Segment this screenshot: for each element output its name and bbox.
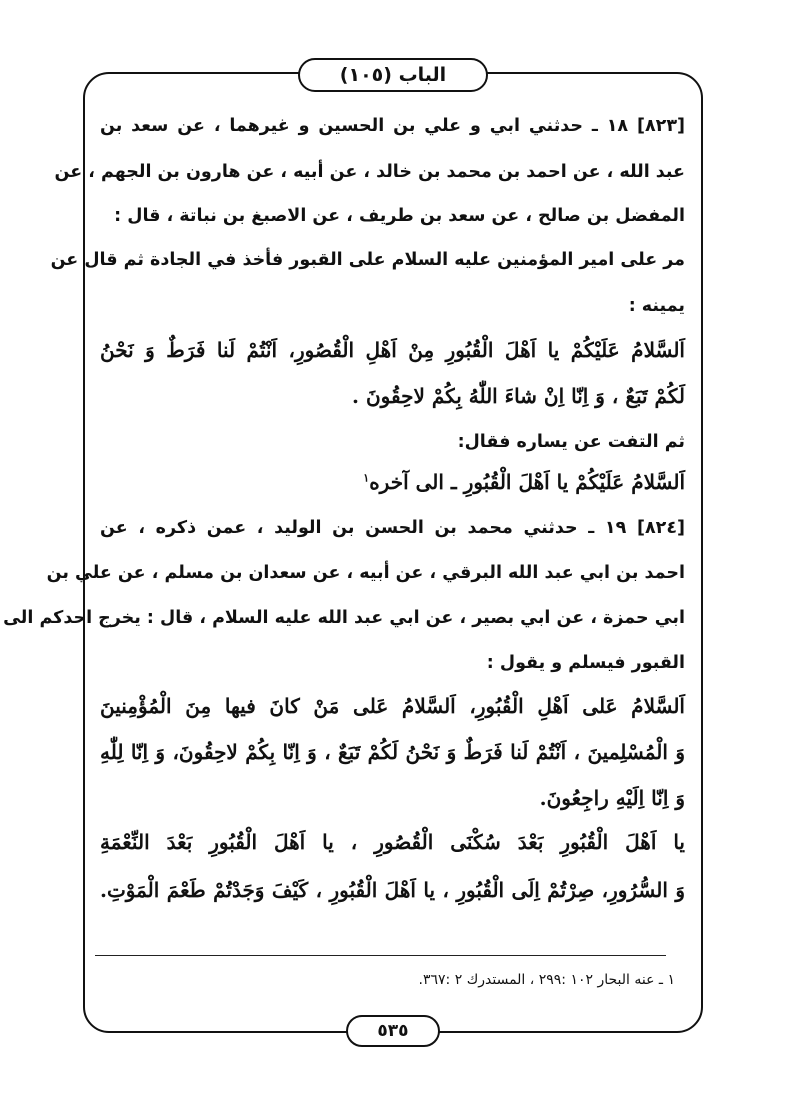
text-line-13: القبور فيسلم و يقول : <box>486 653 685 673</box>
chapter-title: الباب (١٠٥) <box>298 58 488 92</box>
text-line-11: احمد بن ابي عبد الله البرقي ، عن أبيه ، عن سعدان بن مسلم ، عن علي بن <box>46 563 685 583</box>
text-line-2: عبد الله ، عن احمد بن محمد بن خالد ، عن أبيه ، عن هارون بن الجهم ، عن <box>54 162 685 182</box>
text-line-10: [٨٢٤] ١٩ ـ حدثني محمد بن الحسن بن الوليد ، عمن ذكره ، عن <box>100 518 685 538</box>
quote-line-7: يا اَهْلَ الْقُبُورِ بَعْدَ سُكْنَى الْقُصُورِ ، يا اَهْلَ الْقُبُورِ بَعْدَ النِّعْمَةِ <box>100 830 685 854</box>
text-line-3: المفضل بن صالح ، عن سعد بن طريف ، عن الاصبغ بن نباتة ، قال : <box>114 206 685 226</box>
text-line-1: [٨٢٣] ١٨ ـ حدثني ابي و علي بن الحسين و غيرهما ، عن سعد بن <box>100 116 685 136</box>
quote-line-4: اَلسَّلامُ عَلى اَهْلِ الْقُبُورِ، اَلسَّلامُ عَلى مَنْ كانَ فيها مِنَ الْمُؤْمِنينَ <box>100 694 685 718</box>
text-line-8: ثم التفت عن يساره فقال: <box>457 432 685 452</box>
footnote-divider <box>95 955 666 956</box>
footnote-text: ١ ـ عنه البحار ١٠٢ :٢٩٩ ، المستدرك ٢ :٣٦٧. <box>418 972 675 988</box>
quote-line-3 <box>363 470 685 494</box>
quote-line-6: وَ اِنّا اِلَيْهِ راجِعُونَ. <box>539 786 685 810</box>
quote-line-5: وَ الْمُسْلِمينَ ، اَنْتُمْ لَنا فَرَطٌ وَ نَحْنُ لَكُمْ تَبَعٌ ، وَ اِنّا بِكُمْ لاحِقُونَ، وَ اِنّا لِلّٰهِ <box>100 740 685 764</box>
text-line-4: مر على امير المؤمنين عليه السلام على القبور فأخذ في الجادة ثم قال عن <box>50 250 685 270</box>
quote-line-8: وَ السُّرُورِ، صِرْتُمْ اِلَى الْقُبُورِ ، يا اَهْلَ الْقُبُورِ ، كَيْفَ وَجَدْتُمْ طَعْمَ الْمَوْتِ. <box>100 878 685 902</box>
quote-line-1: اَلسَّلامُ عَلَيْكُمْ يا اَهْلَ الْقُبُورِ مِنْ اَهْلِ الْقُصُورِ، اَنْتُمْ لَنا فَرَطٌ وَ نَحْنُ <box>100 338 685 362</box>
footnote-marker: ١ <box>363 471 370 485</box>
page-number: ٥٣٥ <box>346 1015 440 1047</box>
text-line-5: يمينه : <box>628 296 685 316</box>
quote-line-2: لَكُمْ تَبَعٌ ، وَ اِنّا اِنْ شاءَ اللّٰهُ بِكُمْ لاحِقُونَ . <box>352 384 685 408</box>
text-line-12: ابي حمزة ، عن ابي بصير ، عن ابي عبد الله عليه السلام ، قال : يخرج احدكم الى <box>3 608 685 628</box>
quote-line-3-text: اَلسَّلامُ عَلَيْكُمْ يا اَهْلَ الْقُبُورِ ـ الى آخره <box>369 470 685 494</box>
